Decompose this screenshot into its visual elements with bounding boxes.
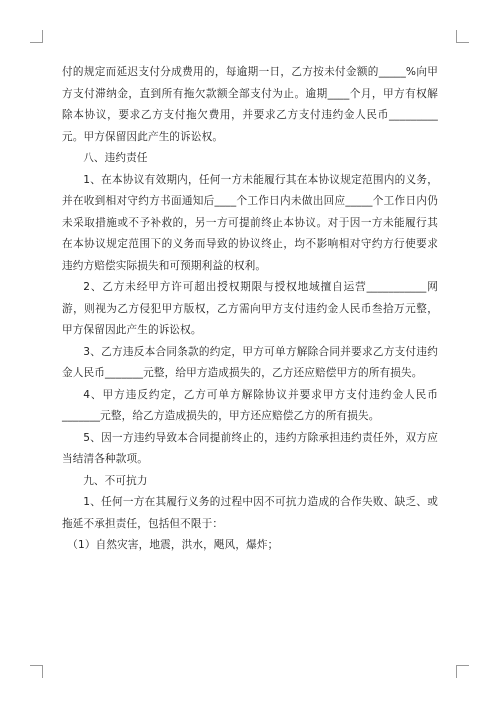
corner-mark-bottom-left xyxy=(30,665,43,678)
paragraph-breach-clause-1: 1、在本协议有效期内，任何一方未能履行其在本协议规定范围内的义务，并在收到相对守约方书面通知后____个工作日内未做出回应_____个工作日内仍未采取措施或不予补救的，另一方可提前终止本协议。对于因一方未能履行其在本协议规定范围下的义务而导致的协议终止，均不影响相对守约方行使要求违约方赔偿实际损失和可预期利益的权利。 xyxy=(62,173,438,272)
corner-mark-top-left xyxy=(30,30,43,43)
paragraph-breach-clause-5: 5、因一方违约导致本合同提前终止的，违约方除承担违约责任外，双方应当结清各种款项。 xyxy=(62,431,438,465)
section-heading-breach-liability: 八、违约责任 xyxy=(83,152,148,164)
paragraph-breach-clause-4: 4、甲方违反约定，乙方可单方解除协议并要求甲方支付违约金人民币_______元整，给乙方造成损失的，甲方还应赔偿乙方的所有损失。 xyxy=(62,388,438,422)
paragraph-breach-clause-3: 3、乙方违反本合同条款的约定，甲方可单方解除合同并要求乙方支付违约金人民币_______元整，给甲方造成损失的，乙方还应赔偿甲方的所有损失。 xyxy=(62,345,438,379)
paragraph-late-payment-continuation: 付的规定而延迟支付分成费用的，每逾期一日，乙方按未付金额的_____%向甲方支付滞纳金，直到所有拖欠款额全部支付为止。逾期____个月，甲方有权解除本协议，要求乙方支付拖欠费用，并要求乙方支付违约金人民币_________元。甲方保留因此产生的诉讼权。 xyxy=(62,66,438,143)
document-body xyxy=(62,62,438,557)
paragraph-breach-clause-2: 2、乙方未经甲方许可超出授权期限与授权地域擅自运营___________网游，则视为乙方侵犯甲方版权，乙方需向甲方支付违约金人民币叁拾万元整，甲方保留因此产生的诉讼权。 xyxy=(62,281,438,336)
paragraph-force-majeure-clause-1: 1、任何一方在其履行义务的过程中因不可抗力造成的合作失败、缺乏、或拖延不承担责任，包括但不限于： xyxy=(62,496,438,530)
list-item-force-majeure-natural-disaster: （1）自然灾害，地震，洪水，飓风，爆炸； xyxy=(67,539,279,551)
corner-mark-bottom-right xyxy=(456,665,469,678)
section-heading-force-majeure: 九、不可抗力 xyxy=(83,474,148,487)
corner-mark-top-right xyxy=(456,30,469,43)
